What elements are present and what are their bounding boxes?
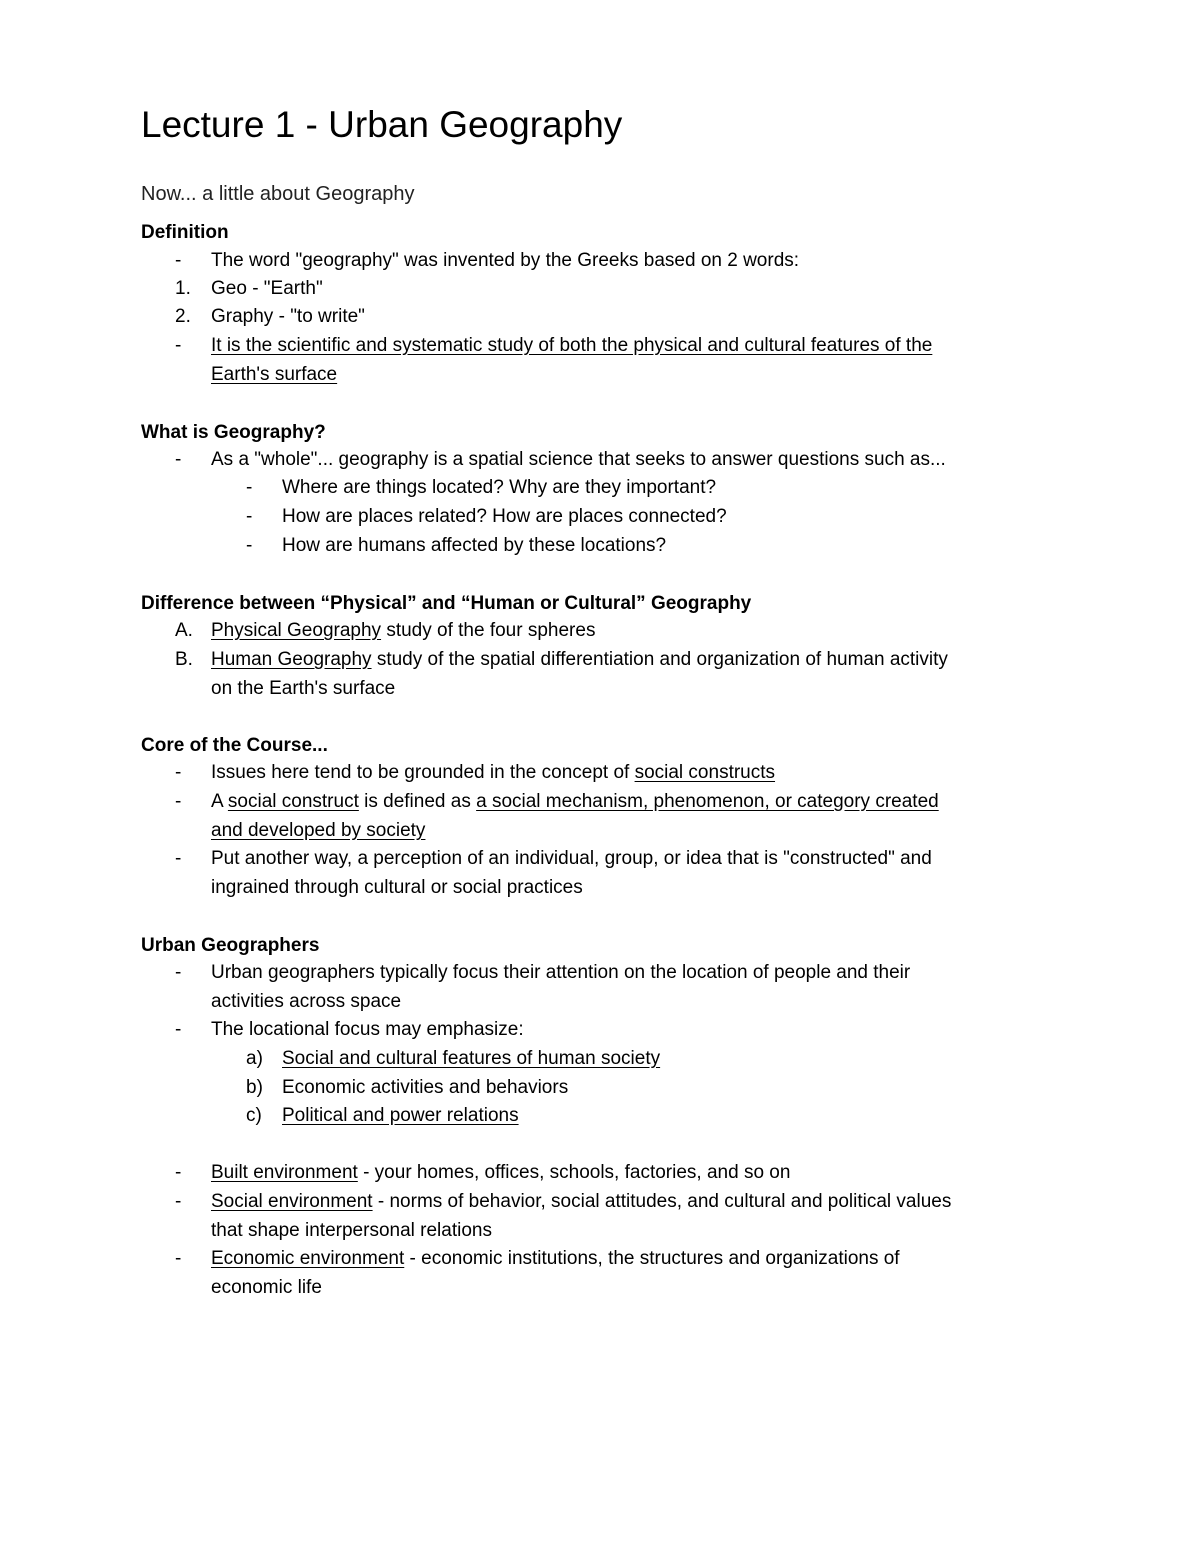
list-item: - Built environment - your homes, offices, schools, factories, and so on <box>175 1159 790 1188</box>
list-item: - Social environment - norms of behavior, social attitudes, and cultural and political values <box>175 1188 951 1217</box>
letter-marker: b) <box>246 1077 263 1098</box>
sub-list-item: b) Economic activities and behaviors <box>246 1074 568 1103</box>
social-construct-term: social construct <box>227 791 359 812</box>
letter-marker: c) <box>246 1105 262 1126</box>
dash-marker: - <box>175 791 182 812</box>
letter-marker: a) <box>246 1048 263 1069</box>
sub-list-item: - Where are things located? Why are they important? <box>246 474 716 503</box>
dash-marker: - <box>175 848 182 869</box>
core-of-course-heading: Core of the Course... <box>141 735 328 756</box>
dash-marker: - <box>175 1162 182 1183</box>
list-item: - Put another way, a perception of an individual, group, or idea that is "constructed" and <box>175 845 932 874</box>
list-item: - The locational focus may emphasize: <box>175 1016 524 1045</box>
dash-marker: - <box>175 335 182 356</box>
dash-marker: - <box>175 1019 182 1040</box>
document-title: Lecture 1 - Urban Geography <box>141 104 623 145</box>
sub-list-item: - How are humans affected by these locations? <box>246 532 666 561</box>
document-subtitle: Now... a little about Geography <box>141 183 415 205</box>
list-item: 2. Graphy - "to write" <box>175 303 365 332</box>
sub-list-item: c) Political and power relations <box>246 1102 519 1131</box>
dash-marker: - <box>175 250 182 271</box>
list-item: - Issues here tend to be grounded in the concept of social constructs <box>175 759 775 788</box>
social-construct-definition: a social mechanism, phenomenon, or category created <box>476 791 939 812</box>
list-item-continuation: and developed by society <box>211 820 426 841</box>
urban-geographers-heading: Urban Geographers <box>141 935 320 956</box>
list-item: - As a "whole"... geography is a spatial science that seeks to answer questions such as... <box>175 446 946 475</box>
economic-environment-term: Economic environment <box>211 1248 405 1269</box>
dash-marker: - <box>175 962 182 983</box>
built-environment-term: Built environment <box>211 1162 358 1183</box>
human-geography-term: Human Geography <box>211 649 372 670</box>
sub-list-item: a) Social and cultural features of human society <box>246 1045 660 1074</box>
dash-marker: - <box>175 449 182 470</box>
dash-marker: - <box>246 477 253 498</box>
sub-list-item: - How are places related? How are places connected? <box>246 503 727 532</box>
list-item <box>175 332 932 361</box>
list-item-continuation: Earth's surface <box>211 364 338 385</box>
list-item: - Economic environment - economic institutions, the structures and organizations of <box>175 1245 900 1274</box>
list-item-continuation: ingrained through cultural or social practices <box>211 877 583 898</box>
letter-marker: B. <box>175 649 193 670</box>
list-item-continuation: that shape interpersonal relations <box>211 1220 492 1241</box>
number-marker: 1. <box>175 278 191 299</box>
social-constructs-term: social constructs <box>634 762 776 783</box>
list-item: - Urban geographers typically focus their attention on the location of people and their <box>175 959 910 988</box>
social-environment-term: Social environment <box>211 1191 373 1212</box>
dash-marker: - <box>175 762 182 783</box>
dash-marker: - <box>175 1248 182 1269</box>
list-item-continuation: on the Earth's surface <box>211 678 396 699</box>
dash-marker: - <box>175 1191 182 1212</box>
definition-heading: Definition <box>141 222 229 243</box>
difference-heading: Difference between “Physical” and “Human or Cultural” Geography <box>141 593 752 614</box>
dash-marker: - <box>246 506 253 527</box>
list-item: - A social construct is defined as a social mechanism, phenomenon, or category created <box>175 788 939 817</box>
list-item: B. Human Geography study of the spatial differentiation and organization of human activity <box>175 646 948 675</box>
number-marker: 2. <box>175 306 191 327</box>
physical-geography-term: Physical Geography <box>211 620 382 641</box>
what-is-geography-heading: What is Geography? <box>141 422 326 443</box>
dash-marker: - <box>246 535 253 556</box>
list-item: - The word "geography" was invented by the Greeks based on 2 words: <box>175 247 799 276</box>
list-item: 1. Geo - "Earth" <box>175 275 323 304</box>
list-item-continuation: economic life <box>211 1277 322 1298</box>
list-item-continuation: activities across space <box>211 991 402 1012</box>
letter-marker: A. <box>175 620 193 641</box>
underlined-definition: It is the scientific and systematic study of both the physical and cultural features of the <box>211 335 933 356</box>
list-item: A. Physical Geography study of the four spheres <box>175 617 595 646</box>
